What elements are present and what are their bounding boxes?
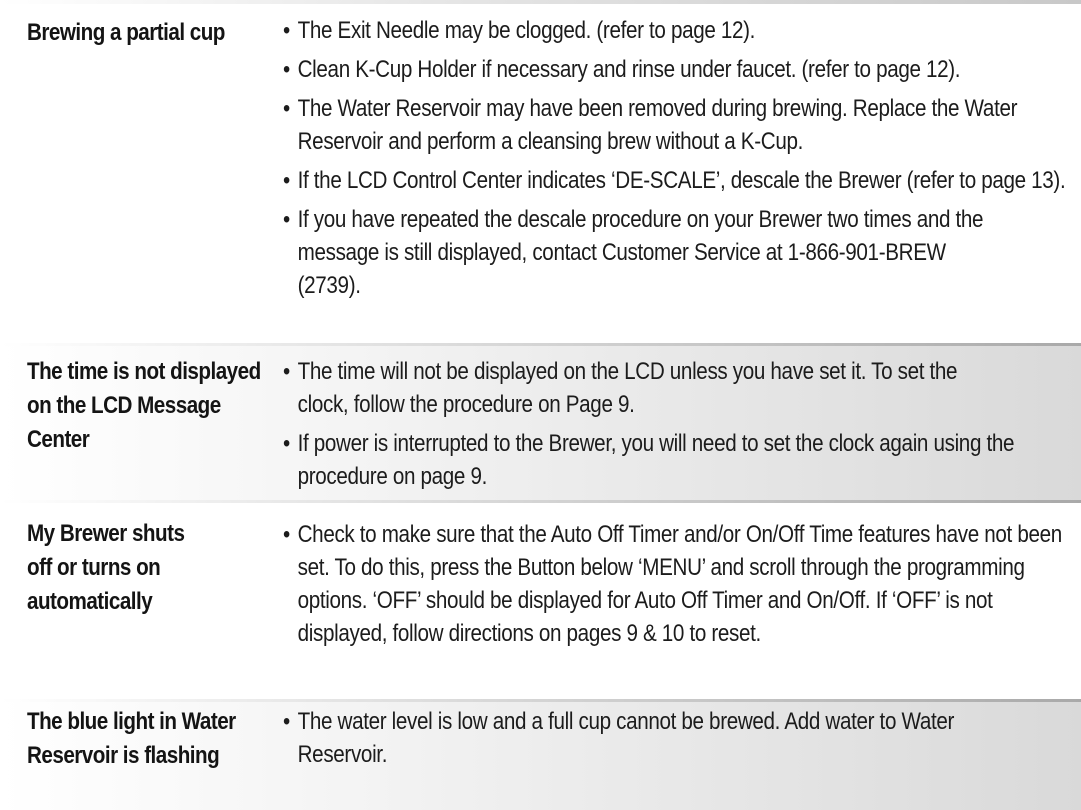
problem-label: Brewing a partial cup [27,19,225,46]
troubleshooting-row-blue-light [0,702,1081,810]
solution-item: • Check to make sure that the Auto Off Timer and/or On/Off Time features have not been set. To do this, press the Button below ‘MENU’ and scroll through the programming options. ‘OFF’ should be displayed for Auto Off Timer and On/Off. If ‘OFF’ is not displayed, follow directions on pages 9 & 10 to reset. [283,518,1080,650]
solution-list [283,705,1081,777]
bullet-icon: • [283,708,290,735]
troubleshooting-row-time-display [0,346,1081,500]
troubleshooting-row-auto-off [0,503,1081,699]
problem-label: My Brewer shuts off or turns on automatically [27,520,185,615]
bullet-icon: • [283,430,290,457]
problem-label: The blue light in Water Reservoir is flashing [27,708,236,769]
bullet-icon: • [283,206,290,233]
bullet-icon: • [283,358,290,385]
problem-label: The time is not displayed on the LCD Message Center [27,358,261,453]
solution-item: • The time will not be displayed on the LCD unless you have set it. To set the clock, follow the procedure on Page 9. [283,355,1003,421]
solution-item: • The Water Reservoir may have been removed during brewing. Replace the Water Reservoir and perform a cleansing brew without a K-Cup. [283,92,1081,158]
solution-item: • The Exit Needle may be clogged. (refer to page 12). [283,14,1081,47]
solution-list [283,355,1081,499]
bullet-icon: • [283,17,290,44]
bullet-icon: • [283,521,290,548]
solution-list [283,518,1081,656]
solution-item: • If power is interrupted to the Brewer, you will need to set the clock again using the procedure on page 9. [283,427,1037,493]
solution-list [283,14,1081,308]
troubleshooting-row-partial-cup [0,4,1081,343]
bullet-icon: • [283,167,290,194]
solution-item: • Clean K-Cup Holder if necessary and rinse under faucet. (refer to page 12). [283,53,1081,86]
bullet-icon: • [283,95,290,122]
solution-item: • The water level is low and a full cup cannot be brewed. Add water to Water Reservoir. [283,705,1046,771]
bullet-icon: • [283,56,290,83]
solution-item: • If the LCD Control Center indicates ‘DE-SCALE’, descale the Brewer (refer to page 13). [283,164,1081,197]
solution-item: • If you have repeated the descale procedure on your Brewer two times and the message is still displayed, contact Customer Service at 1-866-901-BREW (2739). [283,203,986,302]
